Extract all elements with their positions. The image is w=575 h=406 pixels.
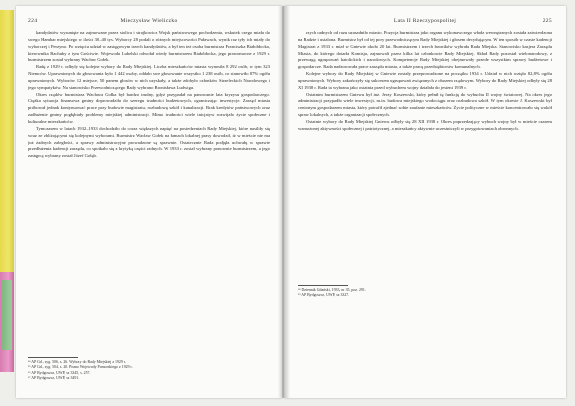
footnote: ¹⁷ AP Bydgoszcz, UWP, sz 3491. [28, 376, 80, 381]
left-body-text [28, 30, 270, 160]
left-paragraph: Tymczasem w latach 1932–1933 dochodziło do coraz większych napięć na posiedzeniach Rady Miejskiej, które nasiliły się wraz ze zbliżającymi się kolejnymi wyborami. Burmistrz Wacław Gołek na łamach lokalnej prasy dowodził, iż w mieście nie ma już żadnych zaległości, a sprawy administracyjne prowadzone są sprawnie. Ostatecznie Rada podjęła uchwałę w sprawie przedłużenia kadencji zarządu, co spotkało się z krytyką części radnych. W 1933 r. został wybrany ponownie burmistrzem, a jego zastępcą wybrany został Józef Gołąb. [28, 125, 270, 159]
book-gutter-shadow [278, 6, 290, 398]
left-page-number: 224 [28, 18, 38, 24]
right-paragraph: Kolejne wybory do Rady Miejskiej w Gniewie zostały przeprowadzone na początku 1934 r. Udział w nich wzięło 82,8% ogółu uprawnionych. Wybory zakończyły się sukcesem ugrupowań związanych z obozem rządowym. Wybory do Rady Miejskiej odbyły się 28 XI 1938 r. Rada ta wybrana jako ostatnia przed wybuchem wojny działała do jesieni 1939 r. [298, 71, 552, 90]
footnote: ¹⁵ AP Gd., syg. 504, s. 20. Pismo Wojewody Pomorskiego z 1929 r. [28, 365, 133, 370]
right-page [284, 6, 566, 398]
right-paragraph: Ostatnim burmistrzem Gniewu był inż. Jerzy Koszewski, który pełnił tę funkcję do wybuchu II wojny światowej. Na okres jego administracji przypadło wiele inwestycji, m.in. budowa miejskiego wodociągu oraz rozbudowa szkół. W tym okresie J. Koszewski był cenionym gospodarzem miasta, który potrafił zjednać sobie zaufanie mieszkańców. Życie polityczne w mieście koncentrowało się wokół spraw lokalnych, a także organizacji społecznych. [298, 91, 552, 118]
left-footnotes [28, 360, 270, 382]
green-sticky-tab [2, 280, 12, 350]
right-body-text [298, 30, 552, 133]
left-page [16, 6, 282, 398]
right-page-number: 225 [542, 18, 552, 24]
footnote: ¹⁹ AP Bydgoszcz, UWP, sz 3327. [298, 293, 350, 298]
right-paragraph: Ostatnie wybory do Rady Miejskiej Gniewu odbyły się 28 XII 1938 r. Okres poprzedzający wybuch wojny był w mieście czasem wzmożonej aktywności społecznej i patriotycznej, a mieszkańcy aktywnie uczestniczyli w przygotowaniach obronnych. [298, 118, 552, 131]
footnote: ¹⁶ AP Bydgoszcz, UWP, sz 3345, s. 257. [28, 370, 91, 375]
left-running-head: Mieczysław Wieliczko [120, 18, 178, 24]
left-paragraph: kandydatów wysunięte na zajmowane przez stolica i strajkowicz Wojsk państwowego pochodzenia, wskutek czego miała do swego Hambar miejskiego w ilości 30–40 tys. Wyborcy 28 podali o różnych miejscowości Puławach, wynik raz tyły ich miały do wyborczej i Perzyno. Po wzięciu udział w zasięgowym trzech kandydatów, a był ten też osoba burmistrza Franciszka Białobłocka, kierownika Rachuby z tym Gościwie. Wojewoda Lubelski odwołał wtedy burmistrzem Białobłocka, jego prawomocne z 1929 r. burmistrzem został wybrany Wacław Gołek. [28, 30, 270, 63]
book-edge-sticky-tabs [0, 10, 14, 406]
left-paragraph: Okres rządów burmistrza Wacława Gołka był bardzo trudny, gdyż przypadał na panowanie lata kryzysu gospodarczego. Ciężka sytuacja finansowa gminy doprowadziła do szeregu trudności budżetowych, ograniczając inwestycje. Zarząd miasta próbował jednak kontynuować prace przy budowie magistratu, rozbudowę szkół i kanalizacji. Brak kredytów państwowych oraz zadłużenie gminy pogłębiały problemy miejskiej administracji. Mimo trudności wiele inicjatyw rozwijało życie społeczne i kulturalne mieszkańców. [28, 91, 270, 124]
right-running-head: Lata II Rzeczypospolitej [393, 18, 457, 24]
right-footnote-rule [298, 285, 348, 286]
footnote: ¹⁸ Dziennik Gdański, 1933, nr 35, poz. 291. [298, 288, 366, 292]
right-paragraph: rzych radnych od razu uzasadniło miasto. Pozycja burmistrza jako organu wykonawczego władz wewnętrznych została zatwierdzona na Radzie i ustalona. Burmistrz był od tej pory przewodniczącym Rady Miejskiej i głosem decydującym. W ten sposób w czasie kadencji Magistrat z 1933 r. miał w Gniewie około 20 lat. Burmistrzem i trzech ławników wybrała Rada Miejska. Stanowisko kasjera Zarządu Miasta, do którego dotarła Komisja, zajmowali przez kilka lat członkowie Rady Miejskiej. Skład Rady pozostał wielonarodowy, z przewagą ugrupowań katolickich i narodowych. Kompetencje Rady Miejskiej obejmowały przede wszystkim sprawy budżetowe i gospodarcze. Rada nadzorowała prace zarządu miasta, a także pracę przedsiębiorstw komunalnych. [298, 30, 552, 70]
right-footnotes [298, 288, 552, 299]
footnote: ¹⁴ AP Gd., syg. 506, s. 26. Wybory do Rady Miejskiej z 1929 r. [28, 360, 126, 364]
left-paragraph: Radę z 1929 r. odbyły się kolejne wybory do Rady Miejskiej. Liczba mieszkańców miasta wynosiła 8 292 osób, w tym 323 Niemców. Uprawnionych do głosowania było 1 442 osoby, oddało swe głosowanie wszystko 1 238 osób, co stanowiło 87% ogółu uprawnionych. Wyborów 12 miejsce, 50 panem głosów w nich uzyskały, a także zdobyło członków Strzeleckich Narodowego i jego sympatyków. Na stanowisko Przewodniczącego Rady wybrano Bronisława Ludwiga. [28, 64, 270, 90]
left-footnote-rule [28, 357, 78, 358]
